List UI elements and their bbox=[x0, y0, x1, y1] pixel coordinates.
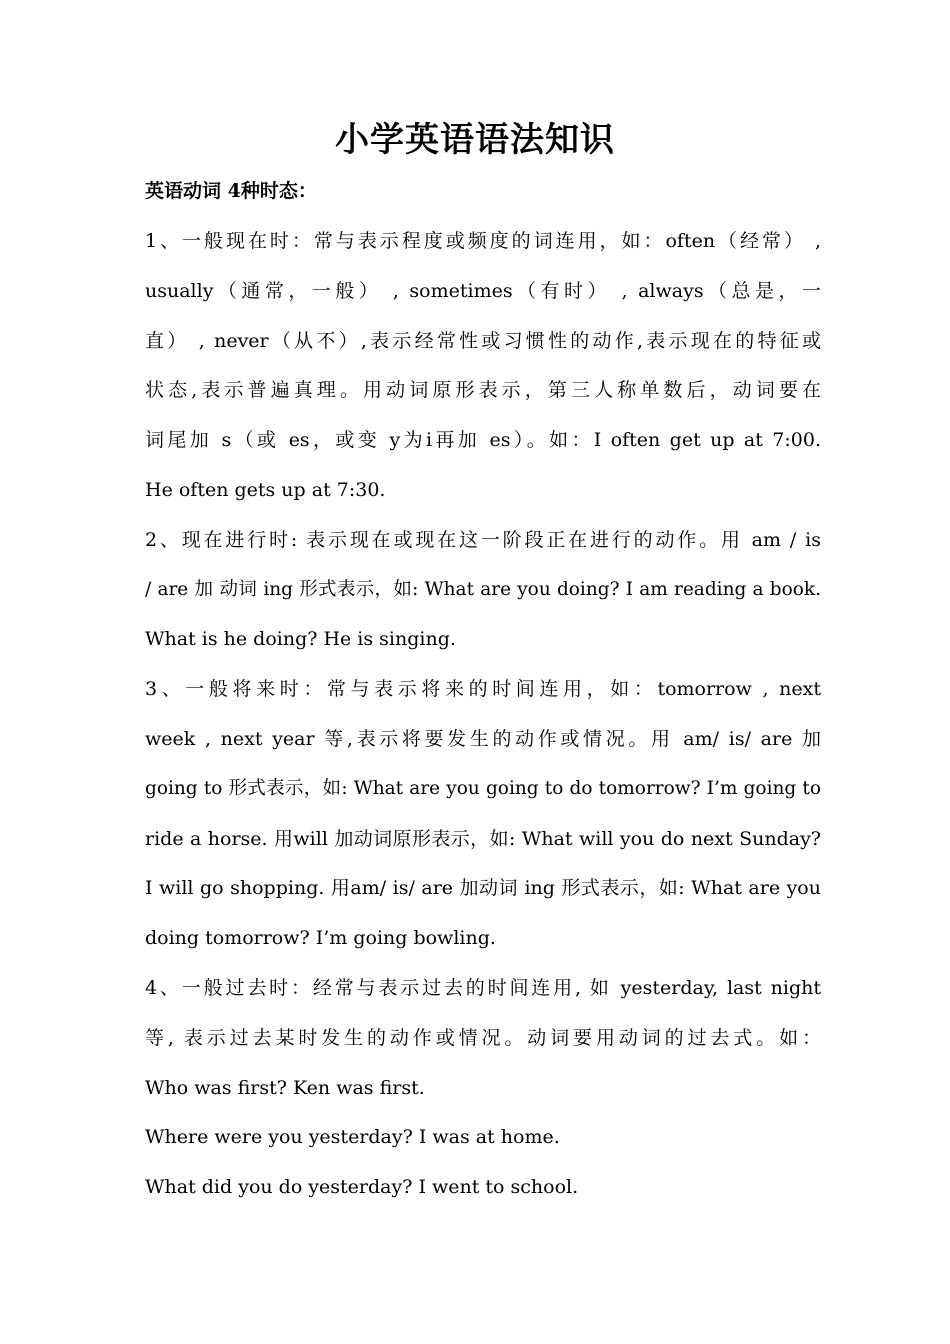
text-line: going to 形式表示，如: What are you going to do tomorrow? I’m going to bbox=[145, 777, 821, 799]
text-line: 4、一般过去时：经常与表示过去的时间连用, 如 yesterday, last night bbox=[145, 976, 821, 999]
text-line: 2、现在进行时: 表示现在或现在这一阶段正在进行的动作。用 am / is bbox=[145, 528, 821, 551]
text-line: 3、一般将来时：常与表示将来的时间连用，如：tomorrow , next bbox=[145, 678, 821, 701]
text-line: 等, 表示过去某时发生的动作或情况。动词要用动词的过去式。如： bbox=[145, 1026, 821, 1049]
text-line: / are 加 动词 ing 形式表示，如: What are you doing? I am reading a book. bbox=[145, 578, 821, 600]
text-line: He often gets up at 7:30. bbox=[145, 478, 386, 501]
text-line: Where were you yesterday? I was at home. bbox=[145, 1126, 560, 1149]
text-line: What did you do yesterday? I went to school. bbox=[145, 1176, 579, 1199]
text-line: I will go shopping. 用am/ is/ are 加动词 ing 形式表示，如: What are you bbox=[145, 877, 821, 900]
text-line: doing tomorrow? I’m going bowling. bbox=[145, 927, 496, 950]
text-line: usually（通常，一般） , sometimes（有时） , always（总是，一 bbox=[145, 279, 821, 302]
text-line: ride a horse. 用will 加动词原形表示，如: What will you do next Sunday? bbox=[145, 827, 821, 850]
text-line: Who was first? Ken was first. bbox=[145, 1076, 425, 1099]
text-line: 状态,表示普遍真理。用动词原形表示，第三人称单数后，动词要在 bbox=[145, 379, 821, 402]
text-line: 1、一般现在时：常与表示程度或频度的词连用，如：often（经常） , bbox=[145, 230, 821, 252]
text-line: 词尾加 s（或 es，或变 y为i再加 es）。如：I often get up at 7:00. bbox=[145, 429, 821, 452]
text-line: week , next year 等,表示将要发生的动作或情况。用 am/ is/ are 加 bbox=[145, 727, 821, 750]
section-heading: 英语动词 4种时态： bbox=[145, 180, 317, 202]
text-line: What is he doing? He is singing. bbox=[145, 628, 456, 651]
page-title: 小学英语语法知识 bbox=[335, 120, 615, 160]
body-text bbox=[145, 222, 821, 1218]
text-line: 直） , never（从不）,表示经常性或习惯性的动作,表示现在的特征或 bbox=[145, 329, 821, 352]
